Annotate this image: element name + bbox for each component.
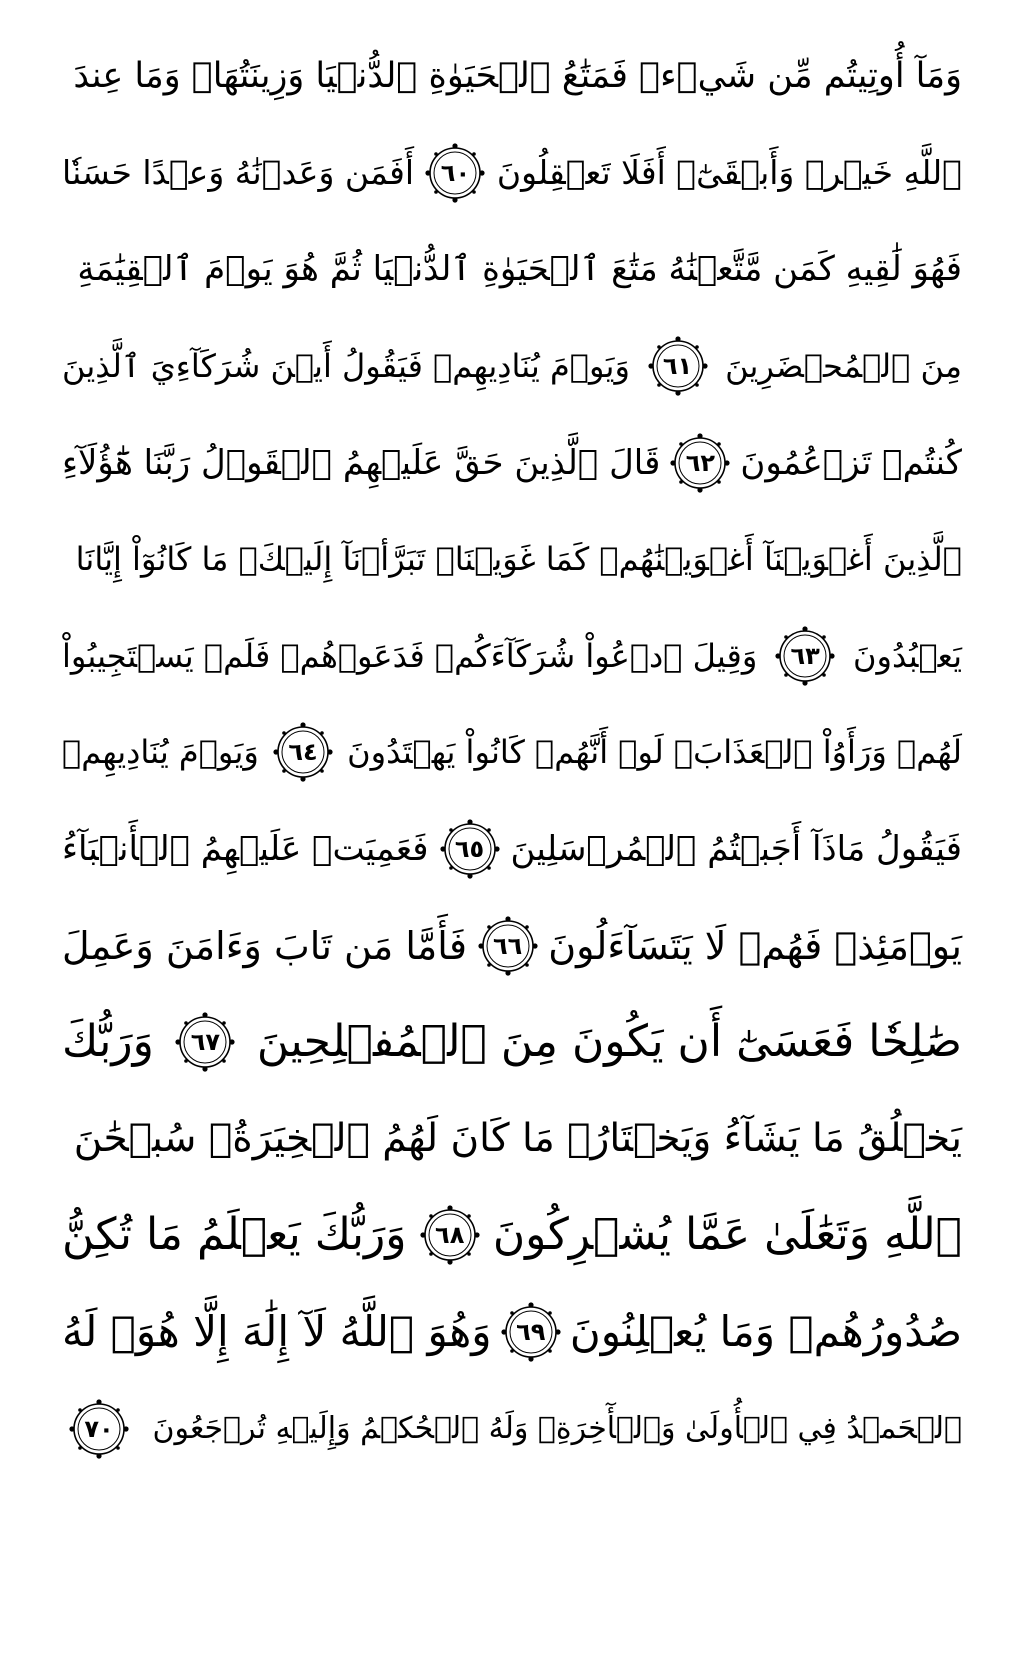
text-line	[62, 1187, 962, 1284]
verse-text: وَيَوۡمَ يُنَادِيهِمۡ	[62, 733, 259, 772]
verse-text: وَرَبُّكَ	[62, 1016, 154, 1068]
ayah-number-marker	[477, 915, 539, 977]
ayah-number: ٦٤	[288, 738, 318, 767]
ayah-number-marker	[68, 1398, 130, 1460]
text-line	[62, 28, 962, 125]
ayah-number-marker	[419, 1204, 481, 1266]
verse-text: ٱللَّهِ خَيۡرٞ وَأَبۡقَىٰٓۚ أَفَلَا تَعۡقِلُونَ	[496, 153, 962, 193]
text-line	[62, 608, 962, 705]
verse-text: ٱللَّهِ وَتَعَٰلَىٰ عَمَّا يُشۡرِكُونَ	[492, 1209, 962, 1261]
verse-text: قَالَ ٱلَّذِينَ حَقَّ عَلَيۡهِمُ ٱلۡقَوۡلُ رَبَّنَا هَٰٓؤُلَآءِ	[62, 442, 661, 483]
verse-text: لَهُمۡ وَرَأَوُاْ ٱلۡعَذَابَۚ لَوۡ أَنَّهُمۡ كَانُواْ يَهۡتَدُونَ	[347, 733, 962, 772]
verse-text: يَعۡبُدُونَ	[853, 636, 962, 675]
verse-text: وَقِيلَ ٱدۡعُواْ شُرَكَآءَكُمۡ فَدَعَوۡهُمۡ فَلَمۡ يَسۡتَجِيبُواْ	[62, 636, 758, 675]
text-line	[62, 1380, 962, 1477]
text-line	[62, 801, 962, 898]
ayah-number-marker	[272, 721, 334, 783]
verse-text: يَخۡلُقُ مَا يَشَآءُ وَيَخۡتَارُۗ مَا كَانَ لَهُمُ ٱلۡخِيَرَةُۚ سُبۡحَٰنَ	[73, 1116, 962, 1162]
verse-text: وَيَوۡمَ يُنَادِيهِمۡ فَيَقُولُ أَيۡنَ شُرَكَآءِيَ ٱلَّذِينَ	[62, 347, 630, 386]
verse-text: ٱلَّذِينَ أَغۡوَيۡنَآ أَغۡوَيۡنَٰهُمۡ كَمَا غَوَيۡنَاۖ تَبَرَّأۡنَآ إِلَيۡكَۖ مَا كَانُوٓاْ إِيَّانَا	[75, 540, 962, 579]
ayah-number: ٦٧	[190, 1028, 221, 1057]
text-line	[62, 897, 962, 994]
ayah-number-marker	[439, 818, 501, 880]
text-line	[62, 221, 962, 318]
verse-text: وَهُوَ ٱللَّهُ لَآ إِلَٰهَ إِلَّا هُوَۖ لَهُ	[62, 1307, 492, 1357]
verse-text: مِنَ ٱلۡمُحۡضَرِينَ	[725, 347, 962, 386]
verse-text: فَأَمَّا مَن تَابَ وَءَامَنَ وَعَمِلَ	[62, 923, 468, 968]
ayah-number: ٦٦	[492, 931, 523, 960]
ayah-number: ٦٢	[685, 448, 716, 477]
verse-text: وَمَآ أُوتِيتُم مِّن شَيۡءٖ فَمَتَٰعُ ٱلۡحَيَوٰةِ ٱلدُّنۡيَا وَزِينَتُهَاۚ وَمَا عِندَ	[73, 55, 962, 96]
text-line	[62, 994, 962, 1091]
ayah-number-marker	[174, 1011, 236, 1073]
verse-text: أَفَمَن وَعَدۡنَٰهُ وَعۡدًا حَسَنٗا	[62, 153, 415, 193]
ayah-number: ٦٠	[440, 158, 471, 187]
ayah-number-marker	[424, 142, 486, 204]
text-line	[62, 318, 962, 415]
ayah-number-marker	[647, 335, 709, 397]
ayah-number: ٦٩	[516, 1318, 546, 1347]
verse-text: وَرَبُّكَ يَعۡلَمُ مَا تُكِنُّ	[62, 1209, 407, 1261]
ayah-number: ٧٠	[84, 1414, 114, 1443]
verse-text: صُدُورُهُمۡ وَمَا يُعۡلِنُونَ	[569, 1307, 962, 1357]
verse-text: كُنتُمۡ تَزۡعُمُونَ	[740, 442, 962, 483]
verse-text: يَوۡمَئِذٖ فَهُمۡ لَا يَتَسَآءَلُونَ	[548, 923, 962, 968]
text-line	[62, 1284, 962, 1381]
text-line	[62, 511, 962, 608]
verse-text: فَيَقُولُ مَاذَآ أَجَبۡتُمُ ٱلۡمُرۡسَلِينَ	[510, 829, 962, 870]
verse-text: فَهُوَ لَٰقِيهِ كَمَن مَّتَّعۡنَٰهُ مَتَٰعَ ٱلۡحَيَوٰةِ ٱلدُّنۡيَا ثُمَّ هُوَ يَوۡمَ ٱلۡقِيَٰمَةِ	[77, 249, 962, 290]
verse-text: صَٰلِحٗا فَعَسَىٰٓ أَن يَكُونَ مِنَ ٱلۡمُفۡلِحِينَ	[256, 1016, 962, 1068]
text-line	[62, 1091, 962, 1188]
verse-text: ٱلۡحَمۡدُ فِي ٱلۡأُولَىٰ وَٱلۡأٓخِرَةِۖ وَلَهُ ٱلۡحُكۡمُ وَإِلَيۡهِ تُرۡجَعُونَ	[152, 1410, 962, 1446]
ayah-number: ٦١	[662, 352, 693, 381]
text-line	[62, 414, 962, 511]
ayah-number: ٦٨	[435, 1221, 465, 1250]
ayah-number-marker	[669, 432, 731, 494]
ayah-number-marker	[774, 625, 836, 687]
verse-text: فَعَمِيَتۡ عَلَيۡهِمُ ٱلۡأَنۢبَآءُ	[62, 829, 429, 870]
text-line	[62, 704, 962, 801]
ayah-number-marker	[500, 1301, 562, 1363]
ayah-number: ٦٥	[454, 835, 485, 864]
ayah-number: ٦٣	[790, 641, 820, 670]
text-line	[62, 125, 962, 222]
quran-text-block	[62, 28, 962, 1477]
